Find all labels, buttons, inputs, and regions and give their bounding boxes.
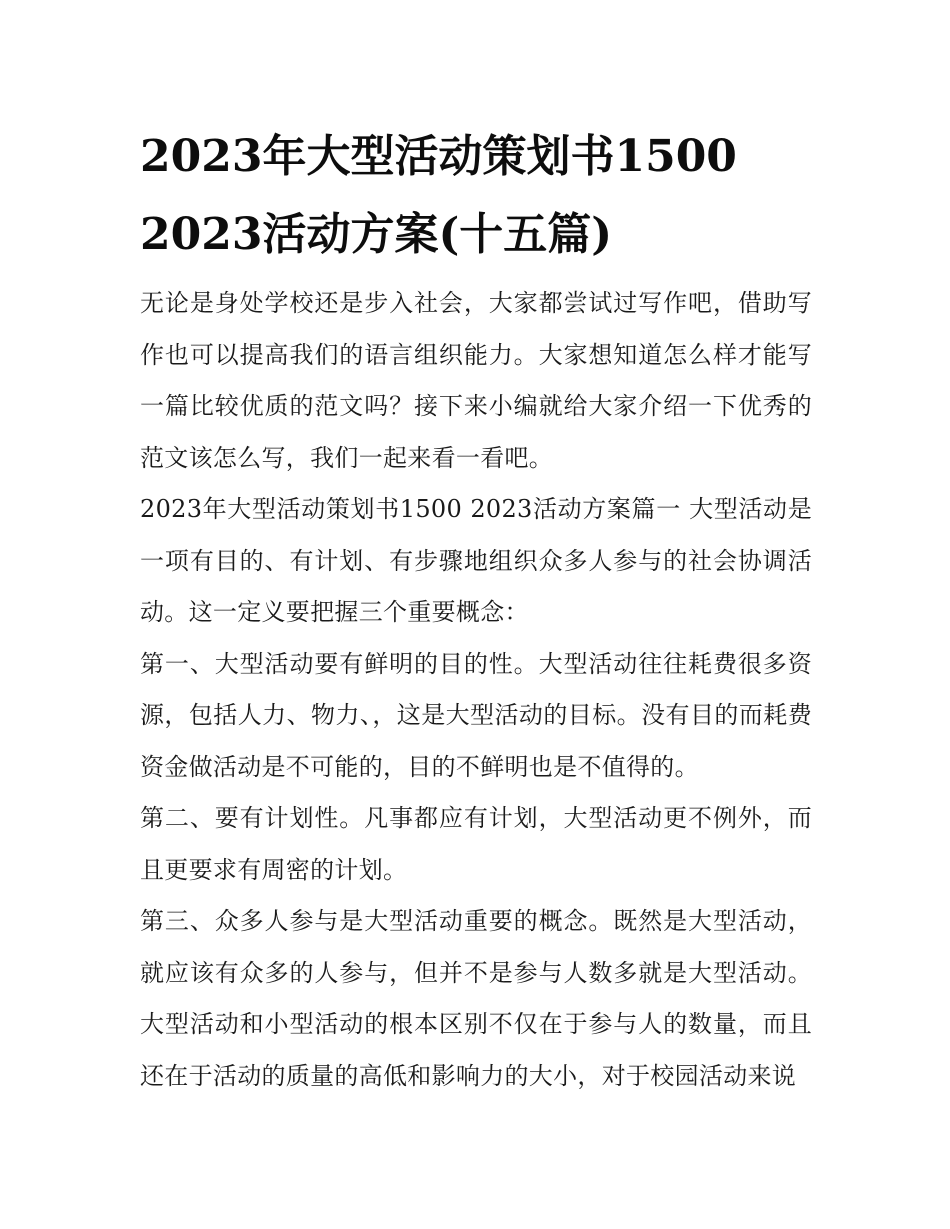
document-body — [140, 278, 812, 1102]
paragraph-point-two: 第二、要有计划性。凡事都应有计划，大型活动更不例外，而且更要求有周密的计划。 — [140, 804, 812, 884]
title-line-2: 2023活动方案(十五篇) — [140, 209, 613, 260]
title-line-1: 2023年大型活动策划书1500 — [140, 131, 737, 182]
paragraph-point-three: 第三、众多人参与是大型活动重要的概念。既然是大型活动，就应该有众多的人参与，但并不是参与人数多就是大型活动。大型活动和小型活动的根本区别不仅在于参与人的数量，而且还在于活动的质量的高低和影响力的大小，对于校园活动来说 — [140, 907, 812, 1090]
paragraph-point-one: 第一、大型活动要有鲜明的目的性。大型活动往往耗费很多资源，包括人力、物力、，这是大型活动的目标。没有目的而耗费资金做活动是不可能的，目的不鲜明也是不值得的。 — [140, 649, 812, 781]
paragraph-intro: 无论是身处学校还是步入社会，大家都尝试过写作吧，借助写作也可以提高我们的语言组织能力。大家想知道怎么样才能写一篇比较优质的范文吗？接下来小编就给大家介绍一下优秀的范文该怎么写，我们一起来看一看吧。 — [140, 289, 812, 472]
document-title — [140, 118, 830, 274]
paragraph-definition: 2023年大型活动策划书1500 2023活动方案篇一 大型活动是一项有目的、有计划、有步骤地组织众多人参与的社会协调活动。这一定义要把握三个重要概念： — [140, 495, 812, 626]
